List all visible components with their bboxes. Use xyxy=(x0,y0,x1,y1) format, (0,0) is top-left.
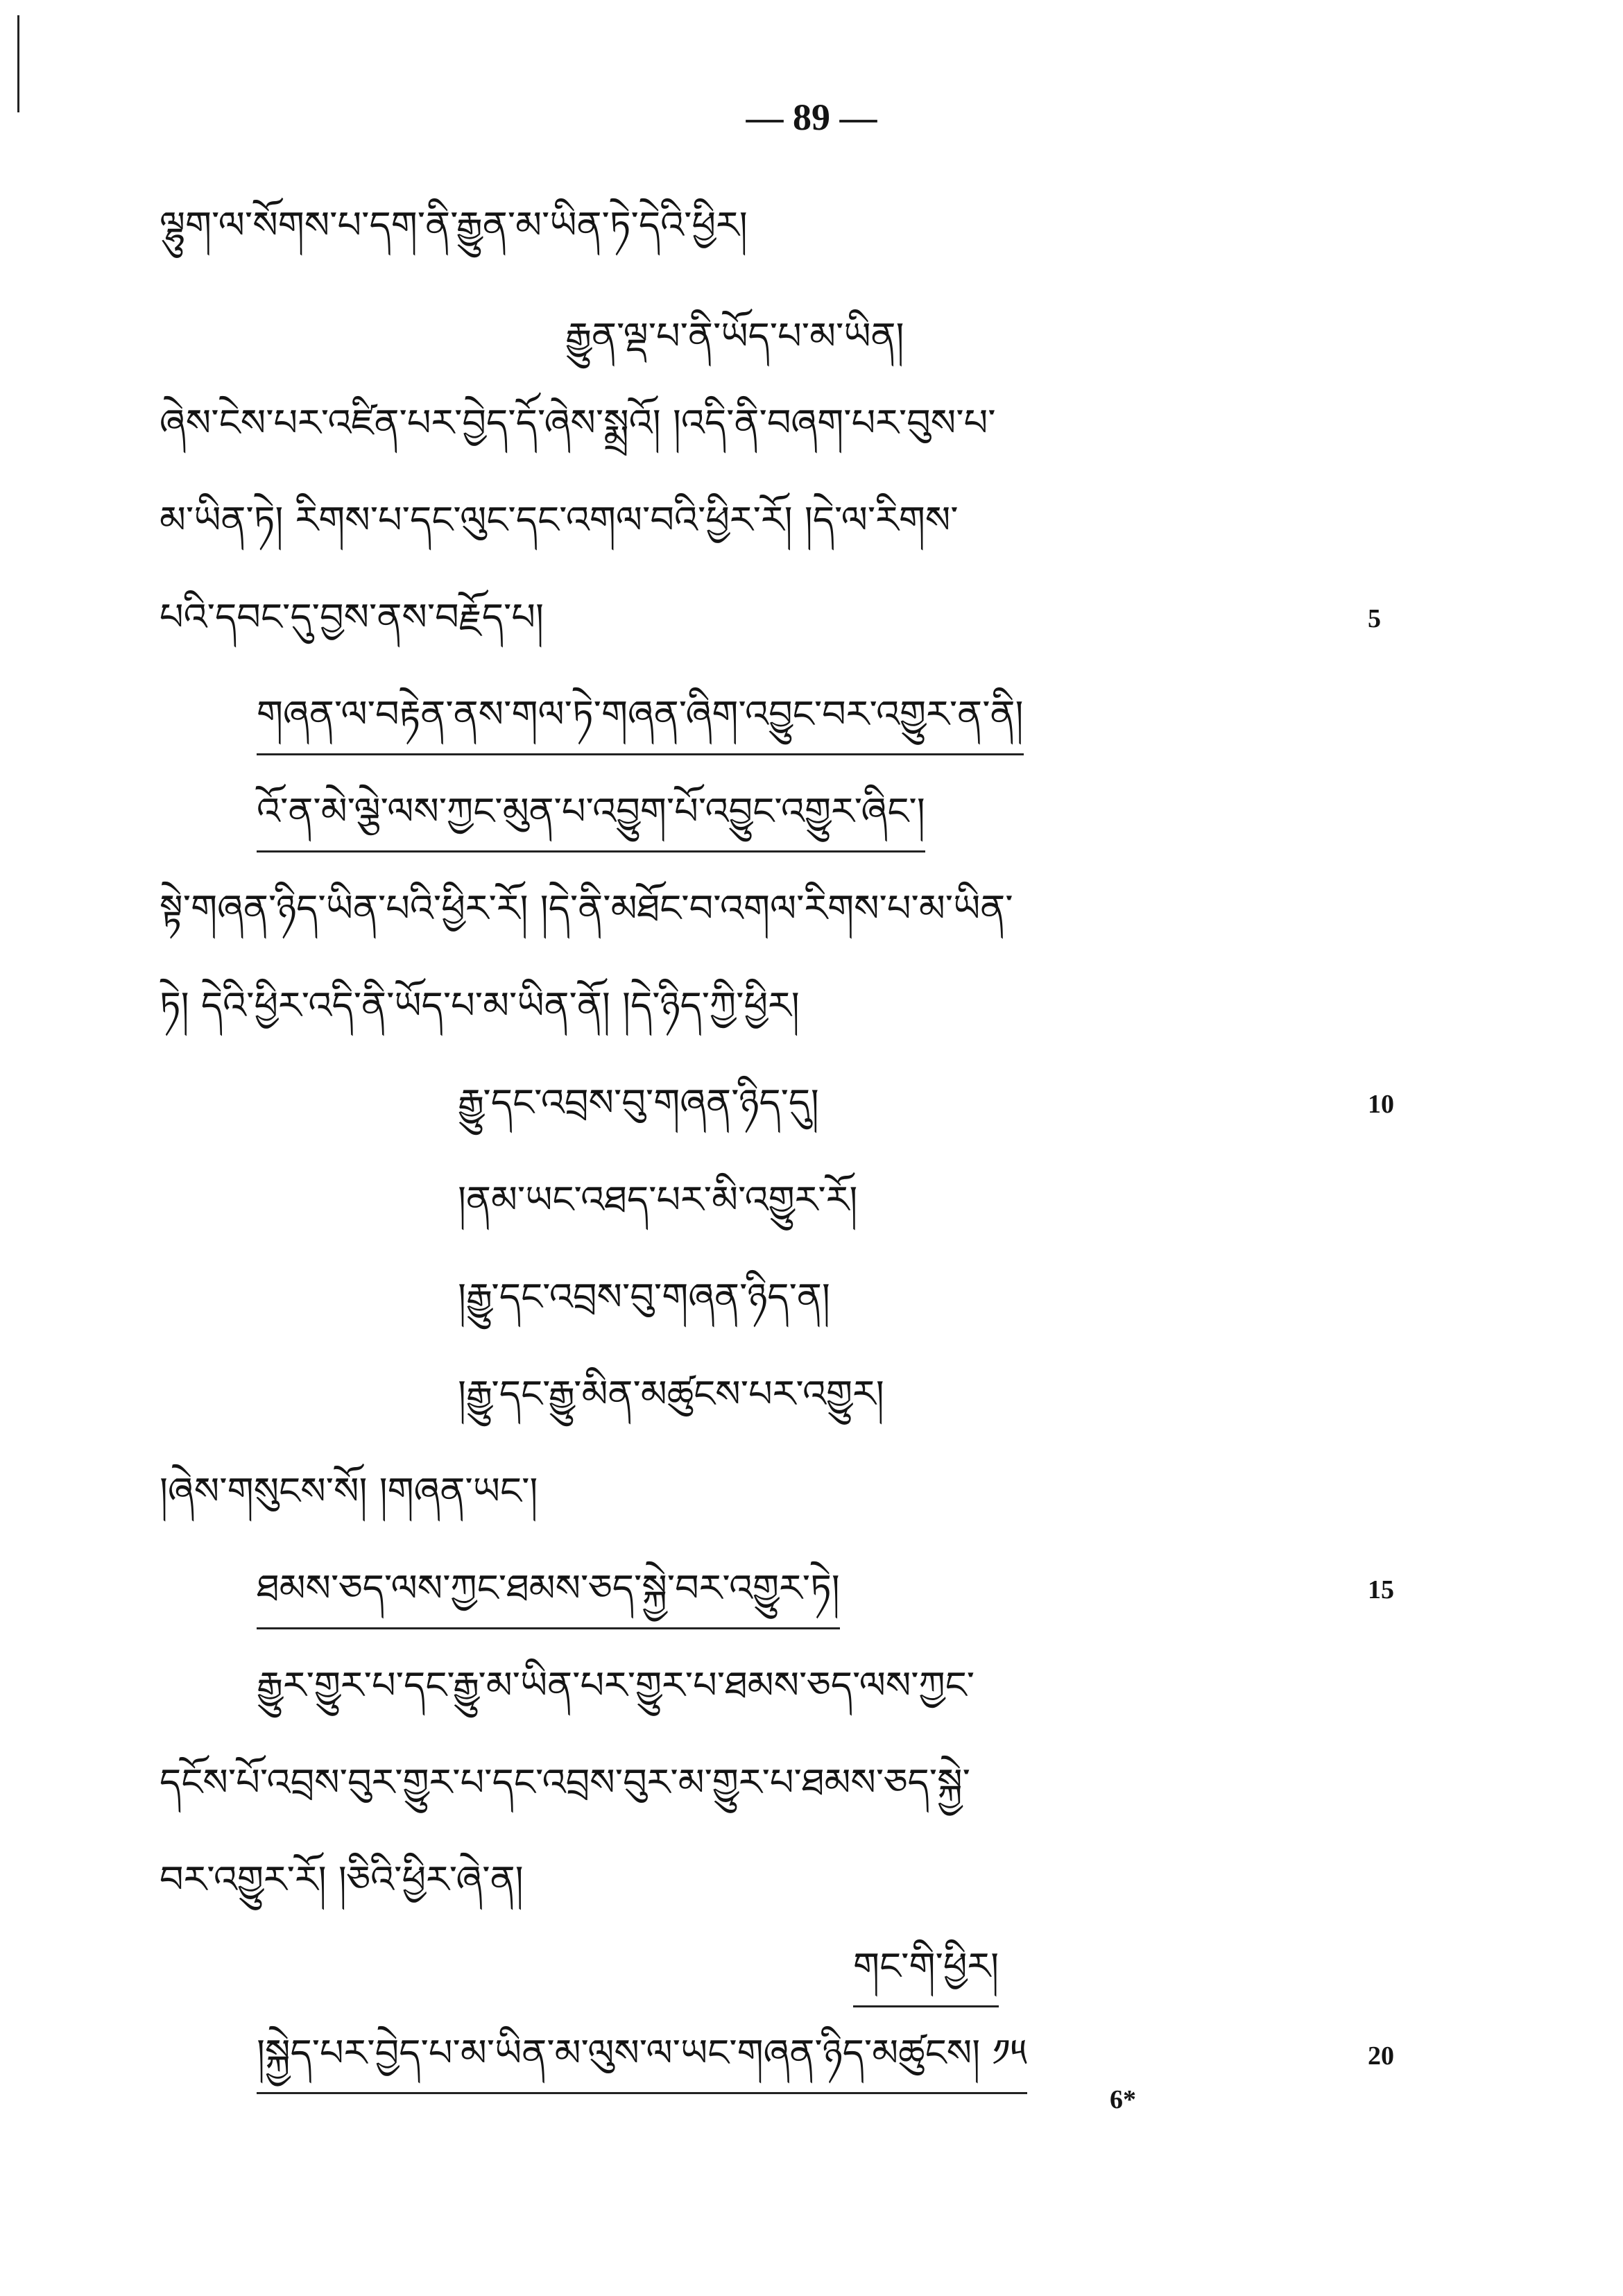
text-line-3: ཞེས་ངེས་པར་འཛིན་པར་བྱེད་དོ་ཞེས་སྨྲའོ། །འདི་ནི་བཞག་པར་བུས་པ་ xyxy=(160,401,996,445)
text-line-14: །ཞེས་གསུངས་སོ། །གཞན་ཡང་། xyxy=(160,1469,538,1513)
text-line-20: །སྐྱེད་པར་བྱེད་པ་མ་ཡིན་མ་ལུས་ལ་ཡང་གཞན་ཉིད་མཚུངས། ༡༥ xyxy=(257,2022,1027,2084)
signature-mark: 6* xyxy=(1110,2085,1136,2114)
text-line-1: ལྷུག་ལ་སོགས་པ་དག་ནི་རྒྱུན་མ་ཡིན་ཏེ་དེའི་ཕྱིར། xyxy=(160,203,748,247)
text-line-11: །ནམ་ཡང་འཐད་པར་མི་འགྱུར་རོ། xyxy=(458,1178,858,1222)
text-line-16: རྒྱུར་གྱུར་པ་དང་རྒྱུ་མ་ཡིན་པར་གྱུར་པ་ཐམས་ཅད་ལས་ཀྱང་ xyxy=(257,1663,975,1707)
line-number-5: 5 xyxy=(1368,604,1381,633)
page-number: — 89 — xyxy=(746,96,877,138)
text-line-12: །རྒྱུ་དང་འབྲས་བུ་གཞན་ཉིད་ན། xyxy=(458,1275,830,1319)
text-line-7: འོ་ན་མེ་ལྕེ་ལས་ཀྱང་མུན་པ་འབྱུག་པོ་འབྱུང་འགྱུར་ཞིང་། xyxy=(257,780,925,843)
text-line-4: མ་ཡིན་ཏེ། རིགས་པ་དང་ལུང་དང་འགལ་བའི་ཕྱིར་རོ། །དེ་ལ་རིགས་ xyxy=(160,498,959,542)
text-line-15: ཐམས་ཅད་ལས་ཀྱང་ཐམས་ཅད་སྐྱེ་བར་འགྱུར་ཏེ། xyxy=(257,1557,840,1620)
line-number-20: 20 xyxy=(1368,2041,1394,2071)
text-line-6: གཞན་ལ་བརྟེན་ནས་གལ་ཏེ་གཞན་ཞིག་འབྱུང་བར་འགྱུར་ན་ནི། xyxy=(257,683,1024,746)
text-line-5: པའི་དབང་དུ་བྱས་ནས་བརྗོད་པ། xyxy=(160,595,544,639)
line-number-10: 10 xyxy=(1368,1090,1394,1119)
line-number-15: 15 xyxy=(1368,1575,1394,1604)
text-line-13: །རྒྱུ་དང་རྒྱུ་མིན་མཚུངས་པར་འགྱུར། xyxy=(458,1372,884,1416)
text-line-8: སྟེ་གཞན་ཉིད་ཡིན་པའི་ཕྱིར་རོ། །དེ་ནི་མཐོང་བ་འགལ་རིགས་པ་མ་ཡིན་ xyxy=(160,886,1013,930)
text-line-19: གང་གི་ཕྱིར། xyxy=(853,1935,999,1998)
text-line-18: བར་འགྱུར་རོ། །ཅིའི་ཕྱིར་ཞེ་ན། xyxy=(160,1858,524,1901)
text-line-9: ཏེ། དེའི་ཕྱིར་འདི་ནི་ཡོད་པ་མ་ཡིན་ནོ། །དེ་ཉིད་ཀྱི་ཕྱིར། xyxy=(160,984,800,1027)
text-line-2: རྒྱུན་ལྡ་པ་ནི་ཡོད་པ་མ་ཡིན། xyxy=(565,314,904,358)
text-line-17: དངོས་པོ་འབྲས་བུར་གྱུར་པ་དང་འབྲས་བུར་མ་གྱུར་པ་ཐམས་ཅད་སྐྱེ་ xyxy=(160,1760,970,1804)
text-line-10: རྒྱུ་དང་འབྲས་བུ་གཞན་ཉིད་དུ། xyxy=(458,1081,819,1124)
